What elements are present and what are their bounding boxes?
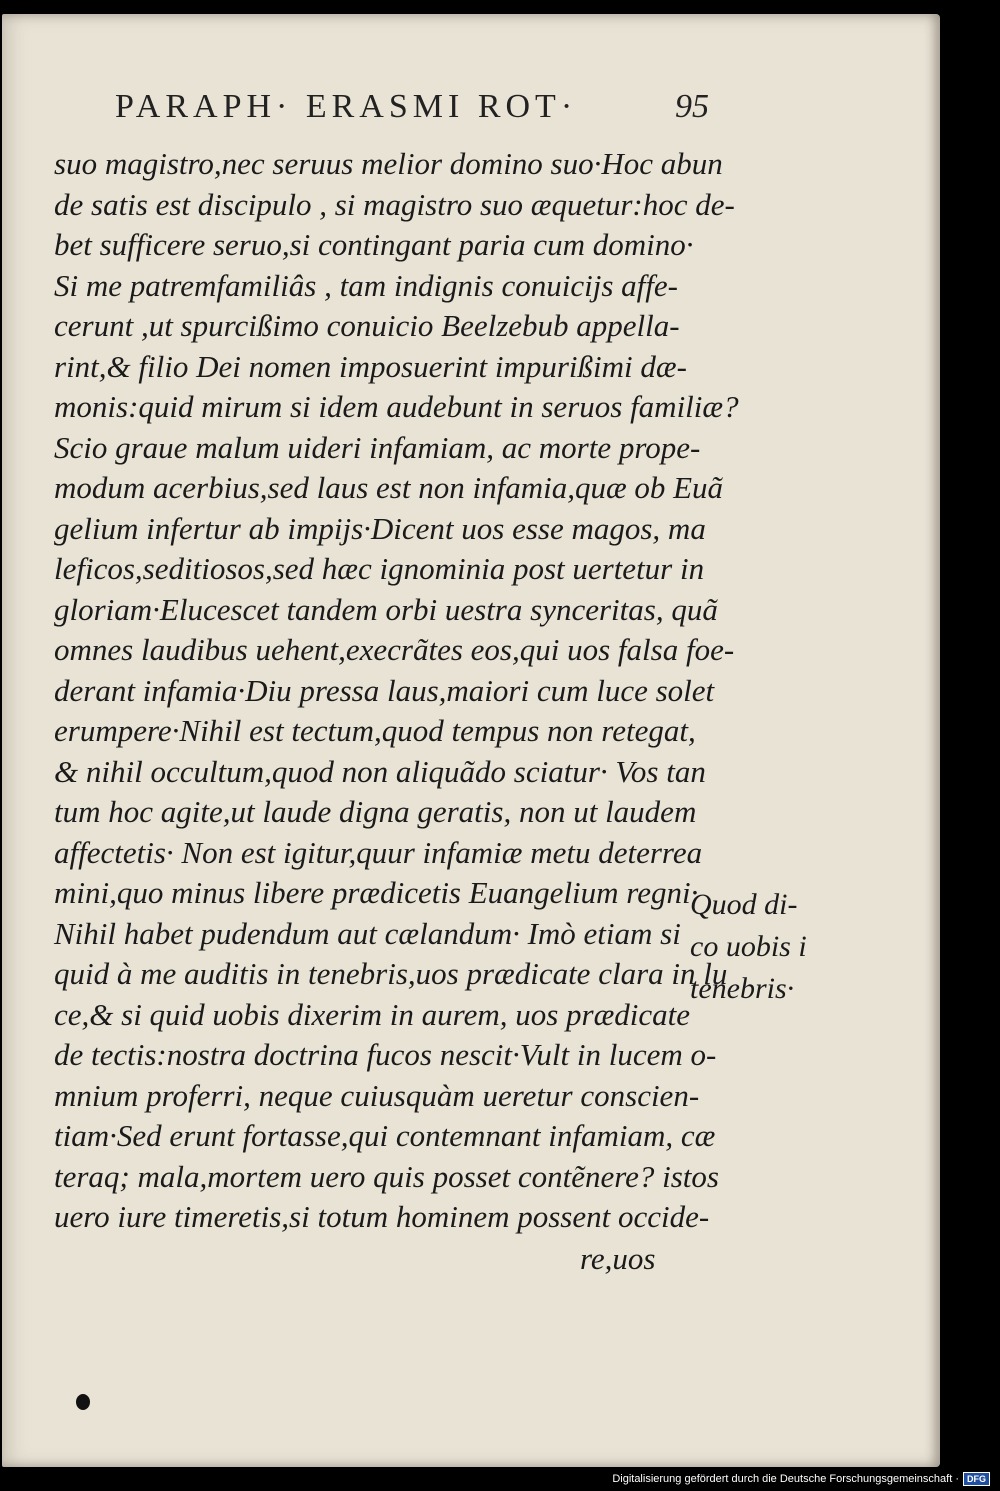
marginal-note xyxy=(690,884,810,1010)
text-line: gelium infertur ab impijs·Dicent uos esse magos, ma xyxy=(54,510,706,546)
marginal-note-line: co uobis i xyxy=(690,930,807,963)
text-line: Scio graue malum uideri infamiam, ac morte prope- xyxy=(54,429,701,465)
text-line: erumpere·Nihil est tectum,quod tempus non retegat, xyxy=(54,713,696,748)
text-line: ce,& si quid uobis dixerim in aurem, uos prædicate xyxy=(54,996,691,1032)
book-page xyxy=(2,14,940,1467)
folio-number: 95 xyxy=(675,88,709,125)
text-line: uero iure timeretis,si totum hominem possent occide- xyxy=(54,1199,710,1234)
text-line: omnes laudibus uehent,execrãtes eos,qui uos falsa foe- xyxy=(54,632,735,667)
text-line: teraq; mala,mortem uero quis posset contẽnere? istos xyxy=(54,1158,719,1194)
text-line: de satis est discipulo , si magistro suo æquetur:hoc de- xyxy=(54,186,735,222)
text-line: suo magistro,nec seruus melior domino suo·Hoc abun xyxy=(54,146,723,181)
text-line: tiam·Sed erunt fortasse,qui contemnant infamiam, cæ xyxy=(54,1118,716,1153)
text-line: derant infamia·Diu pressa laus,maiori cum luce solet xyxy=(54,672,715,708)
dfg-logo: DFG xyxy=(963,1472,990,1486)
text-line: modum acerbius,sed laus est non infamia,quæ ob Euã xyxy=(54,470,724,505)
text-line: mnium proferri, neque cuiusquàm ueretur conscien- xyxy=(54,1077,700,1113)
marginal-note-line: tenebris· xyxy=(690,972,795,1005)
ink-blot xyxy=(76,1394,90,1410)
running-title: PARAPH· ERASMI ROT· xyxy=(115,88,578,125)
text-line: rint,& filio Dei nomen imposuerint impurißimi dæ- xyxy=(54,348,687,384)
text-line: mini,quo minus libere prædicetis Euangelium regni· xyxy=(54,875,699,910)
text-line: affectetis· Non est igitur,quur infamiæ metu deterrea xyxy=(54,834,703,870)
text-line: Nihil habet pudendum aut cælandum· Imò etiam si xyxy=(54,915,681,951)
text-line: leficos,seditiosos,sed hæc ignominia post uertetur in xyxy=(54,551,705,586)
footer-credit-text: Digitalisierung gefördert durch die Deutsche Forschungsgemeinschaft · xyxy=(612,1473,959,1485)
page-header xyxy=(115,88,715,128)
text-line: quid à me auditis in tenebris,uos prædicate clara in lu xyxy=(54,956,728,991)
text-line: bet sufficere seruo,si contingant paria cum domino· xyxy=(54,227,694,262)
text-line: Si me patremfamiliâs , tam indignis conuicijs affe- xyxy=(54,267,678,303)
marginal-note-line: Quod di- xyxy=(690,888,798,921)
footer-credit xyxy=(612,1469,990,1489)
body-text xyxy=(54,144,739,1238)
text-line: & nihil occultum,quod non aliquãdo sciatur· Vos tan xyxy=(54,753,706,789)
text-line: tum hoc agite,ut laude digna geratis, non ut laudem xyxy=(54,794,697,829)
text-line: monis:quid mirum si idem audebunt in seruos familiæ? xyxy=(54,389,739,424)
text-line: cerunt ,ut spurcißimo conuicio Beelzebub appella- xyxy=(54,308,680,343)
text-line: gloriam·Elucescet tandem orbi uestra synceritas, quã xyxy=(54,591,718,627)
text-line: de tectis:nostra doctrina fucos nescit·Vult in lucem o- xyxy=(54,1037,717,1072)
catchword: re,uos xyxy=(580,1241,656,1276)
